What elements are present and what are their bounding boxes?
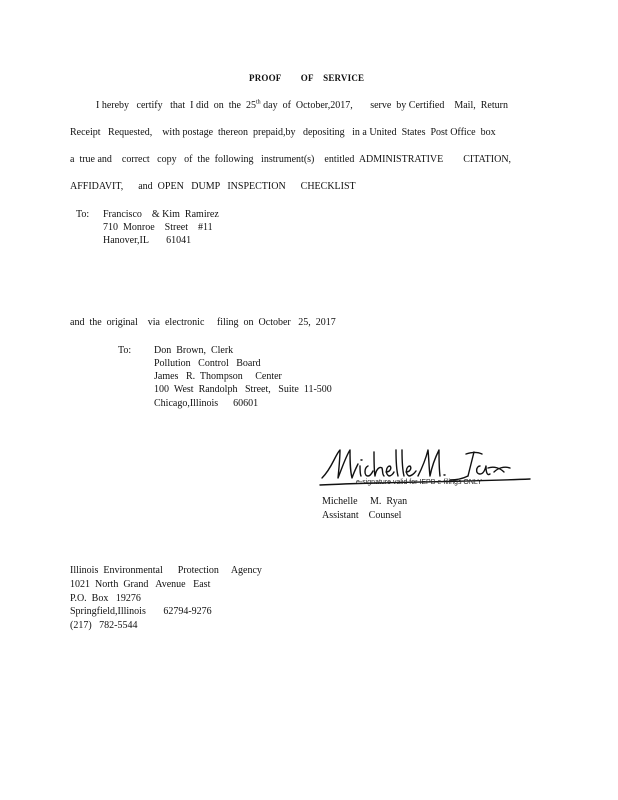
signer-role: Assistant Counsel [322, 510, 402, 521]
clerk-label: To: [118, 345, 132, 356]
ordinal-suffix: th [255, 99, 261, 106]
body-line-3: a true and correct copy of the following instrument(s) entitled ADMINISTRATIVE CITATION, [70, 154, 512, 165]
agency-street: 1021 North Grand Avenue East [70, 579, 211, 590]
recipient-city: Hanover,IL 61041 [103, 235, 192, 246]
recipient-label: To: [76, 209, 90, 220]
body-line-2: Receipt Requested, with postage thereon prepaid,by depositing in a United States Post Office box [70, 127, 496, 138]
agency-city: Springfield,Illinois 62794-9276 [70, 606, 212, 617]
body-line-4: AFFIDAVIT, and OPEN DUMP INSPECTION CHECKLIST [70, 181, 356, 192]
original-filing-line: and the original via electronic filing on October 25, 2017 [70, 317, 336, 328]
e-signature-note: e-signature valid for IEPB e-filings ONLY [356, 479, 482, 486]
clerk-street: 100 West Randolph Street, Suite 11-500 [154, 384, 332, 395]
body-line-1-pre: I hereby certify that I did on the 25 [96, 100, 256, 111]
body-line-1 [96, 99, 508, 112]
agency-pobox: P.O. Box 19276 [70, 593, 141, 604]
clerk-office: Pollution Control Board [154, 358, 261, 369]
document-title: PROOF OF SERVICE [249, 73, 365, 83]
signer-name: Michelle M. Ryan [322, 496, 408, 507]
recipient-street: 710 Monroe Street #11 [103, 222, 213, 233]
clerk-name: Don Brown, Clerk [154, 345, 234, 356]
clerk-city: Chicago,Illinois 60601 [154, 398, 259, 409]
agency-phone: (217) 782-5544 [70, 620, 138, 631]
agency-name: Illinois Environmental Protection Agency [70, 565, 262, 576]
recipient-name: Francisco & Kim Ramirez [103, 209, 219, 220]
body-line-1-post: day of October,2017, serve by Certified Mail, Return [260, 100, 508, 111]
clerk-building: James R. Thompson Center [154, 371, 282, 382]
